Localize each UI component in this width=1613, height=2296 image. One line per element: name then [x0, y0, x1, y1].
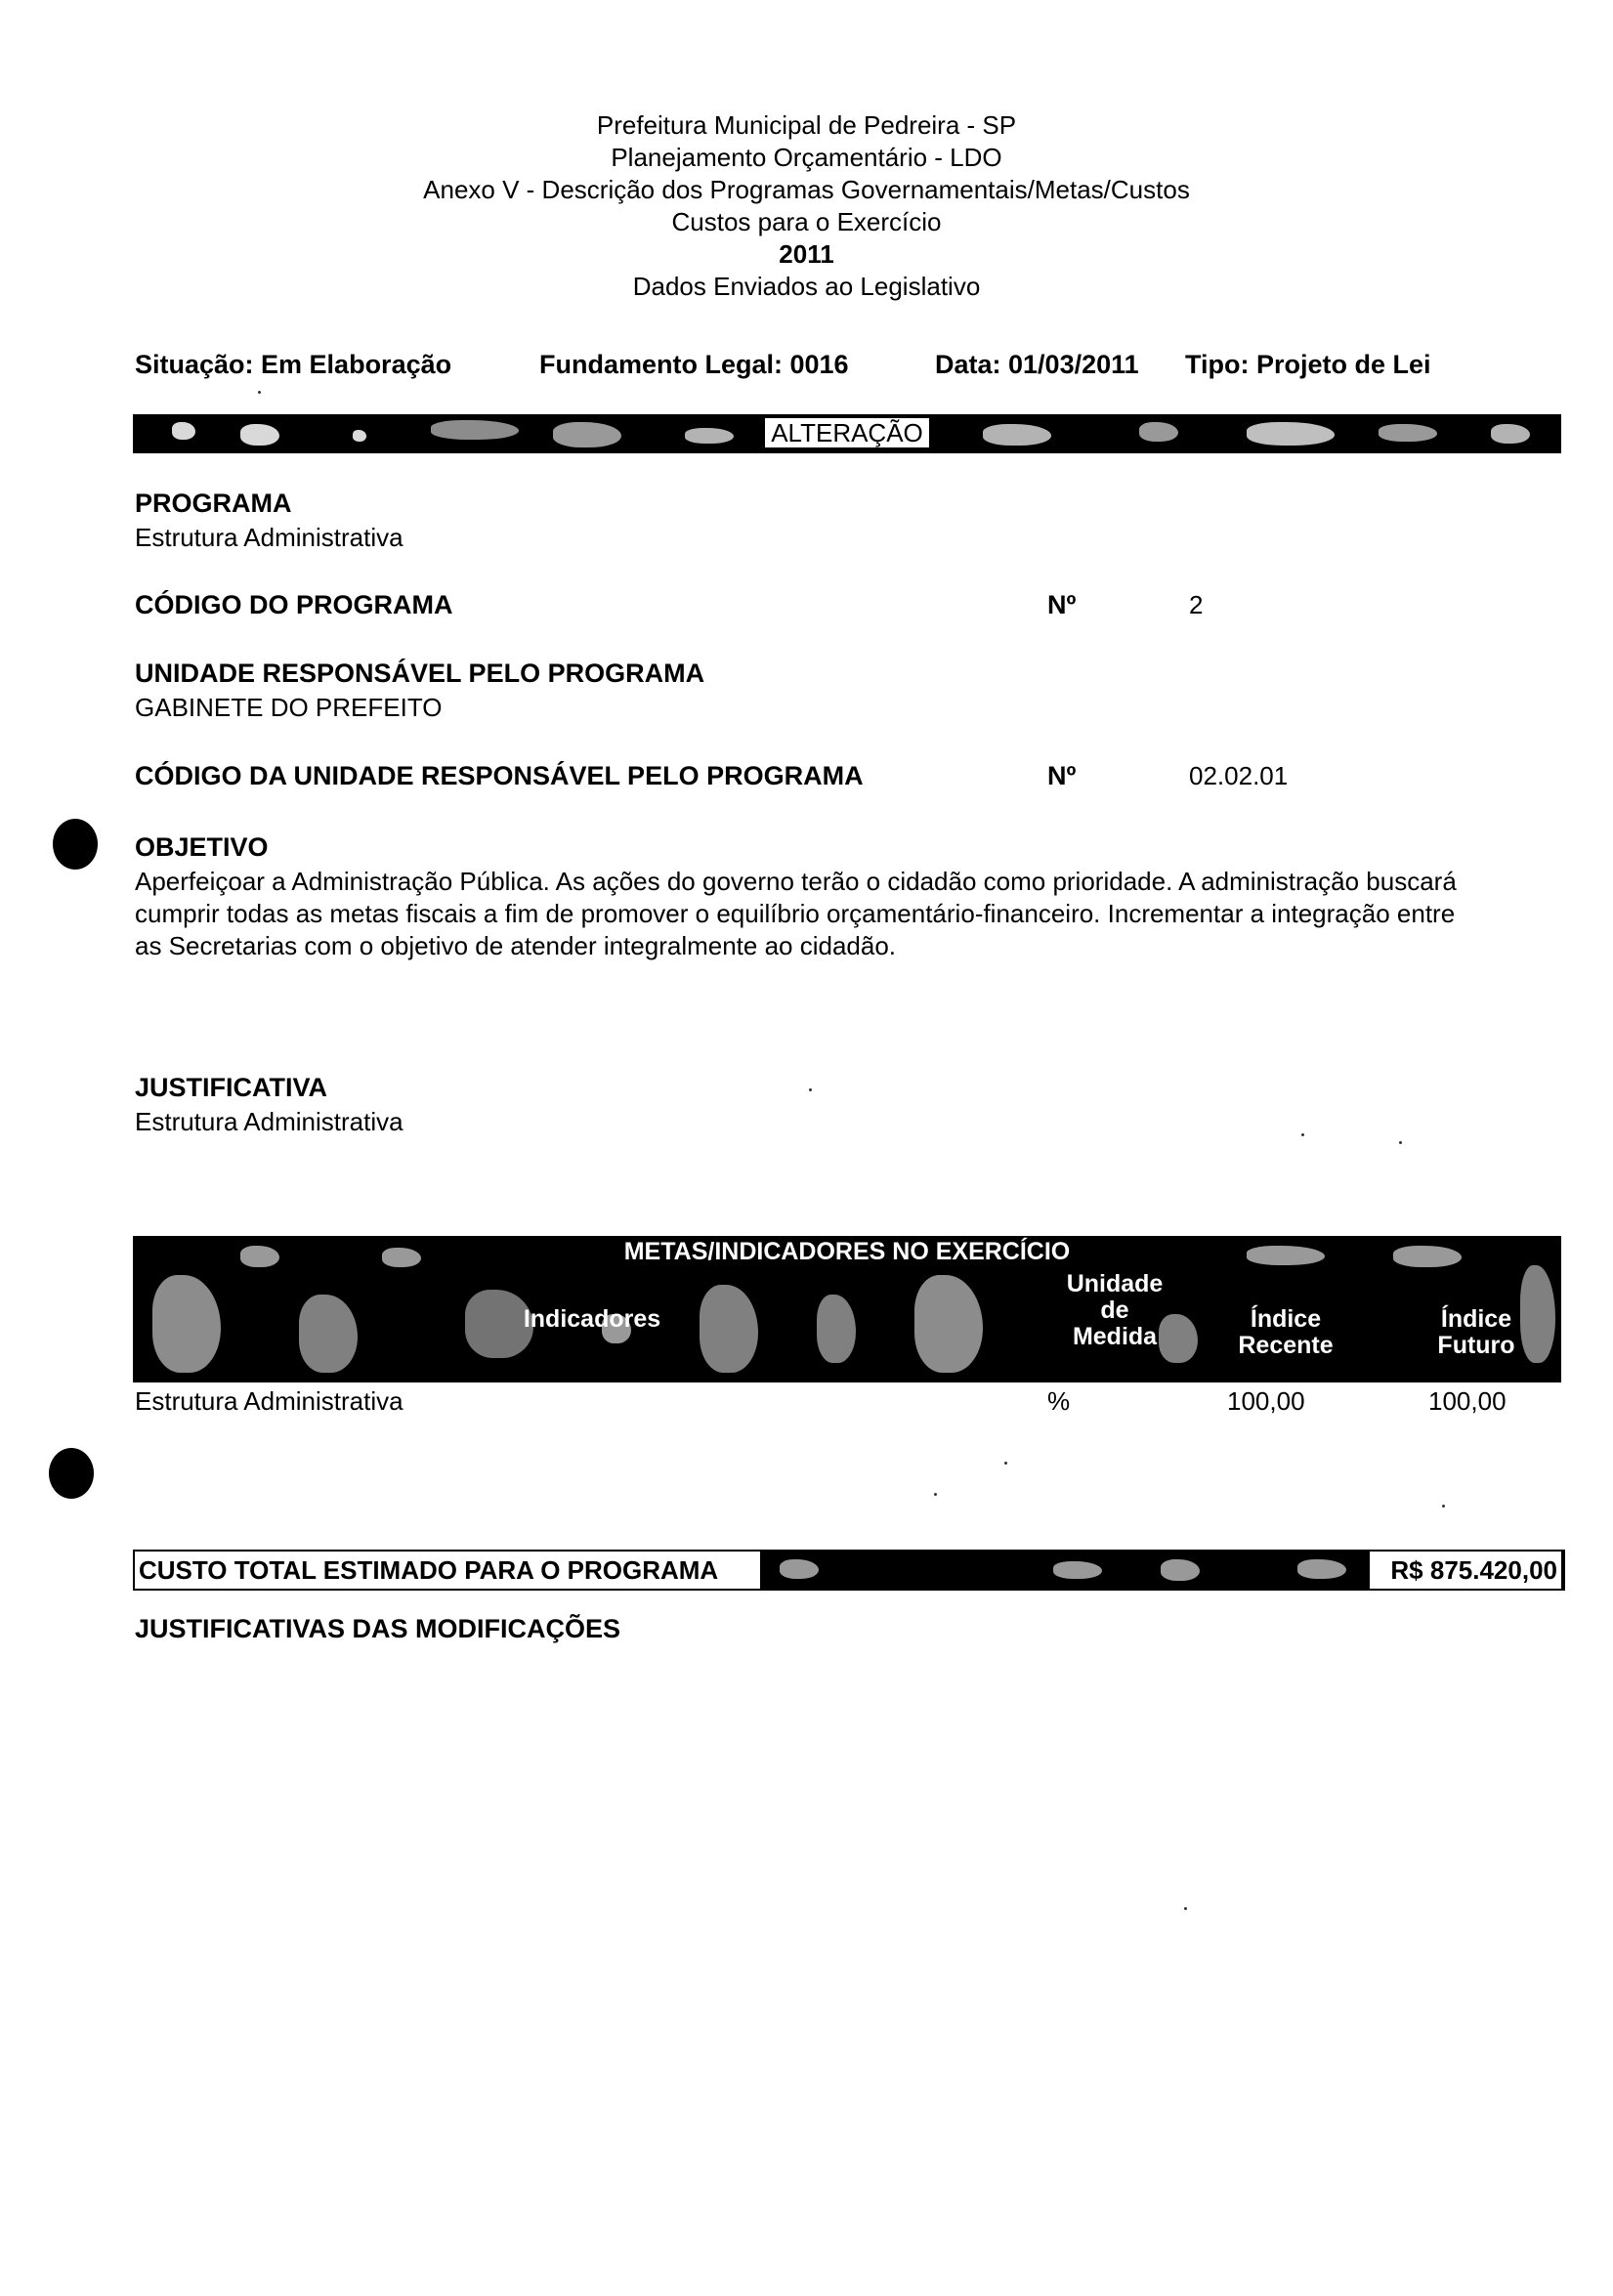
codigo-unidade-value: 02.02.01: [1189, 761, 1289, 790]
header-year: 2011: [779, 239, 834, 269]
objetivo-line: cumprir todas as metas fiscais a fim de promover o equilíbrio orçamentário-financeiro. Incrementar a integração entre: [135, 899, 1456, 928]
col-indicadores: Indicadores: [523, 1305, 661, 1333]
programa-value: Estrutura Administrativa: [135, 523, 403, 552]
objetivo-label: OBJETIVO: [135, 832, 269, 862]
alteracao-title: ALTERAÇÃO: [765, 418, 929, 447]
col-futuro-line2: Futuro: [1437, 1332, 1515, 1359]
legal-basis: Fundamento Legal: 0016: [539, 350, 849, 379]
document-date: Data: 01/03/2011: [935, 350, 1139, 379]
scan-speck: [1301, 1133, 1304, 1136]
metas-title: METAS/INDICADORES NO EXERCÍCIO: [623, 1238, 1071, 1265]
scan-speck: [1442, 1505, 1445, 1508]
header-sent: Dados Enviados ao Legislativo: [632, 272, 981, 301]
scan-speck: [934, 1493, 937, 1496]
col-futuro-line1: Índice: [1440, 1305, 1512, 1333]
scan-speck: [1004, 1462, 1007, 1465]
hole-punch-mark: [53, 819, 98, 870]
justificativa-value: Estrutura Administrativa: [135, 1107, 403, 1136]
objetivo-line: Aperfeiçoar a Administração Pública. As ações do governo terão o cidadão como prioridade. A administração buscará: [135, 867, 1457, 896]
header-municipality: Prefeitura Municipal de Pedreira - SP: [596, 110, 1017, 140]
header-planning: Planejamento Orçamentário - LDO: [611, 143, 1002, 172]
status-situacao: Situação: Em Elaboração: [135, 350, 452, 379]
custo-total-label: CUSTO TOTAL ESTIMADO PARA O PROGRAMA: [139, 1555, 719, 1585]
document-header: [0, 109, 1613, 303]
objetivo-line: as Secretarias com o objetivo de atender integralmente ao cidadão.: [135, 931, 897, 960]
scan-speck: [1184, 1907, 1187, 1910]
programa-label: PROGRAMA: [135, 489, 292, 518]
indicador-recente: 100,00: [1227, 1386, 1305, 1416]
scan-speck: [258, 391, 261, 394]
custo-total-bar: [133, 1550, 1565, 1591]
indicador-name: Estrutura Administrativa: [135, 1386, 403, 1416]
codigo-unidade-label: CÓDIGO DA UNIDADE RESPONSÁVEL PELO PROGRAMA: [135, 761, 864, 790]
col-unidade-line3: Medida: [1072, 1323, 1158, 1350]
indicador-futuro: 100,00: [1428, 1386, 1507, 1416]
document-type: Tipo: Projeto de Lei: [1185, 350, 1431, 379]
codigo-programa-no-label: Nº: [1047, 590, 1077, 619]
header-annex: Anexo V - Descrição dos Programas Governamentais/Metas/Custos: [423, 175, 1190, 204]
scan-speck: [809, 1088, 812, 1091]
hole-punch-mark: [49, 1448, 94, 1499]
col-unidade-line1: Unidade: [1066, 1270, 1164, 1297]
unidade-value: GABINETE DO PREFEITO: [135, 693, 443, 722]
justificativas-modificacoes-label: JUSTIFICATIVAS DAS MODIFICAÇÕES: [135, 1614, 621, 1643]
justificativa-label: JUSTIFICATIVA: [135, 1073, 328, 1102]
codigo-programa-value: 2: [1189, 590, 1204, 619]
col-recente-line2: Recente: [1238, 1332, 1334, 1359]
metas-header: [133, 1236, 1561, 1382]
col-unidade-line2: de: [1100, 1297, 1129, 1324]
codigo-unidade-no-label: Nº: [1047, 761, 1077, 790]
header-costs: Custos para o Exercício: [671, 207, 942, 236]
col-recente-line1: Índice: [1250, 1305, 1322, 1333]
alteracao-bar: [133, 414, 1561, 453]
codigo-programa-label: CÓDIGO DO PROGRAMA: [135, 590, 453, 619]
custo-total-value: R$ 875.420,00: [1390, 1555, 1557, 1585]
scan-speck: [1399, 1141, 1402, 1144]
unidade-label: UNIDADE RESPONSÁVEL PELO PROGRAMA: [135, 659, 705, 688]
objetivo-text: [135, 866, 1561, 962]
indicador-unidade: %: [1047, 1386, 1071, 1416]
